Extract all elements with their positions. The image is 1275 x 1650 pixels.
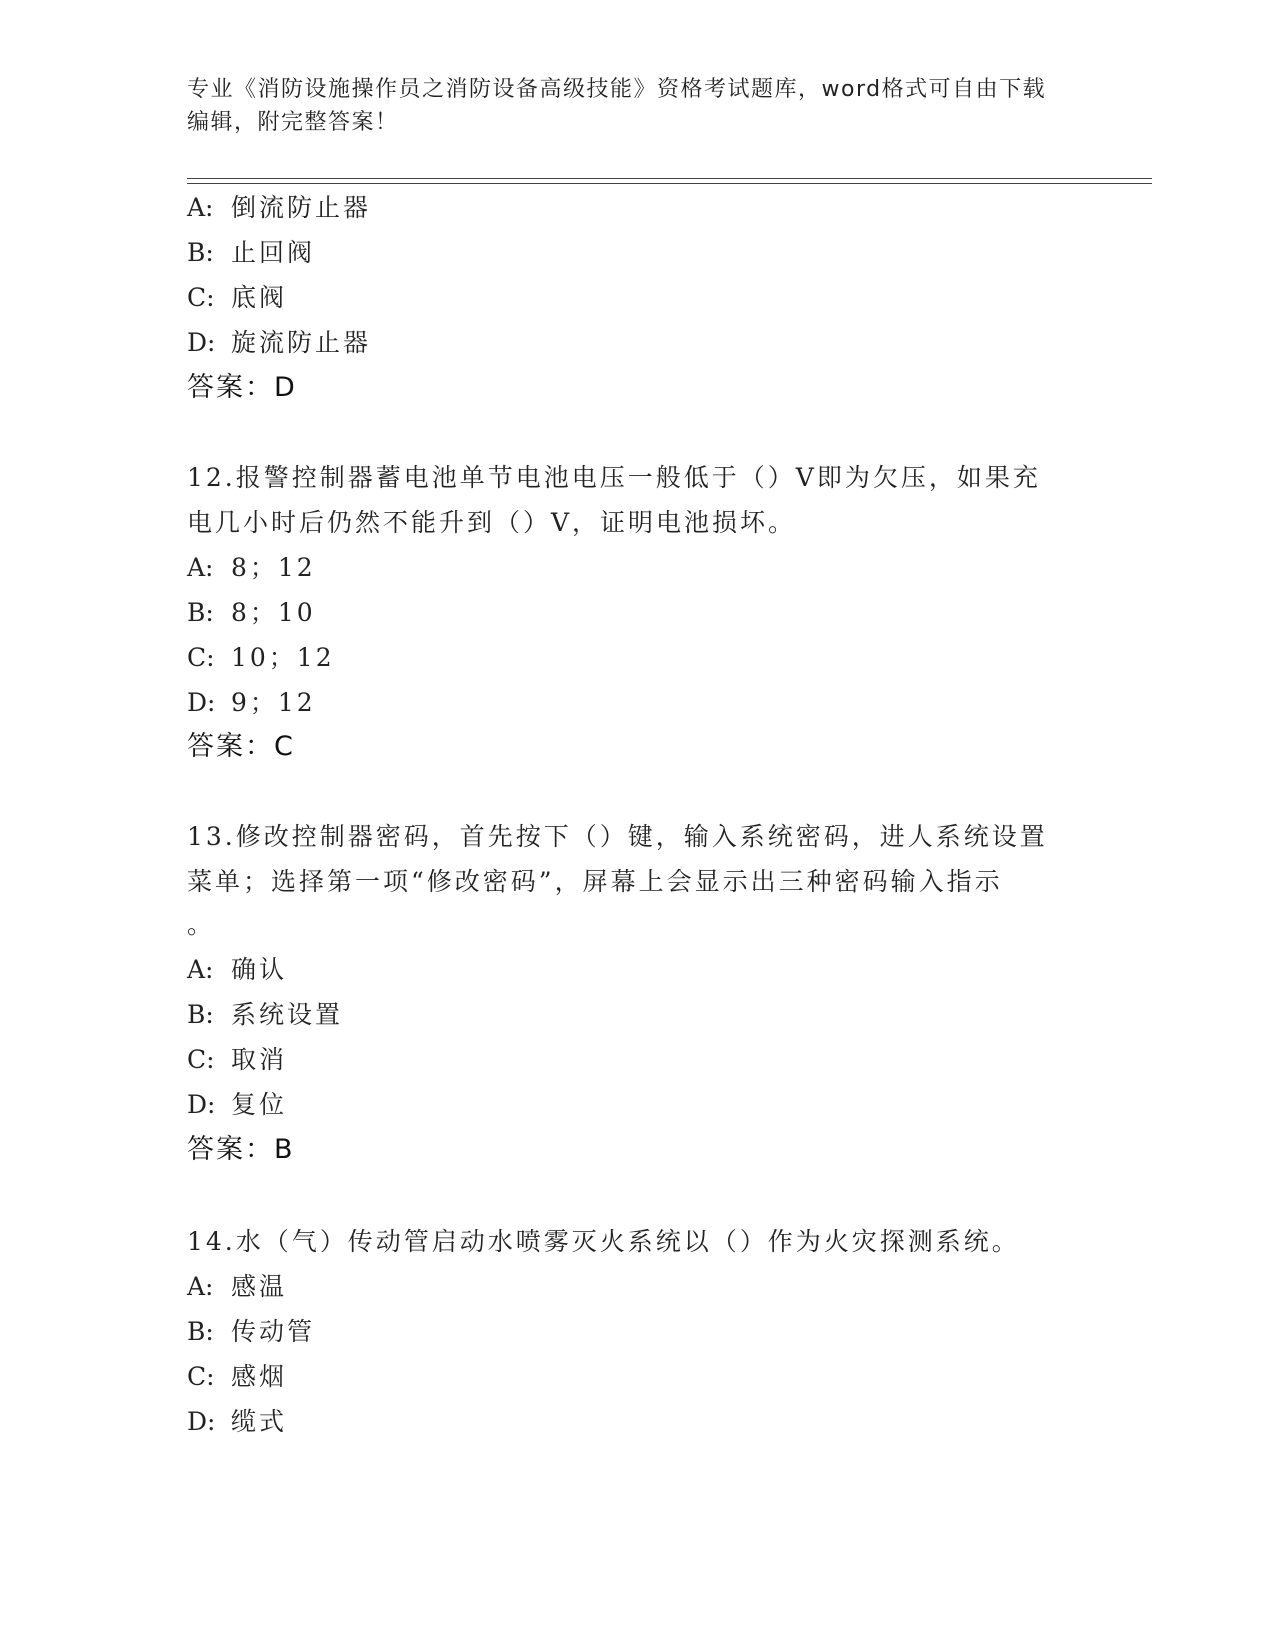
q13-stem-line3: 。 <box>187 910 216 939</box>
option-label: B: <box>187 1317 214 1346</box>
option-label: B: <box>187 1000 214 1029</box>
q14-option-d <box>187 1407 287 1437</box>
q13-option-b <box>187 1000 343 1030</box>
option-label: B: <box>187 238 214 267</box>
q14-option-a <box>187 1272 287 1302</box>
header-rule-bottom <box>187 183 1152 184</box>
q12-option-a <box>187 553 316 583</box>
option-label: A: <box>187 955 214 984</box>
q13-option-c <box>187 1045 287 1075</box>
option-text: 复位 <box>231 1090 288 1119</box>
q11-option-a <box>187 193 371 223</box>
q12-option-c <box>187 643 335 673</box>
option-text: 感烟 <box>231 1362 288 1391</box>
option-text: 8；12 <box>231 553 316 582</box>
option-label: A: <box>187 553 214 582</box>
q13-answer: 答案：B <box>187 1134 295 1165</box>
q13-option-d <box>187 1090 287 1120</box>
option-label: C: <box>187 643 215 672</box>
q11-option-b <box>187 238 315 268</box>
option-text: 缆式 <box>231 1407 288 1436</box>
option-label: A: <box>187 1272 214 1301</box>
option-label: C: <box>187 1045 215 1074</box>
option-label: A: <box>187 193 214 222</box>
option-label: D: <box>187 1407 216 1436</box>
option-text: 8；10 <box>231 598 316 627</box>
option-text: 传动管 <box>231 1317 316 1346</box>
option-text: 感温 <box>231 1272 288 1301</box>
q12-option-d <box>187 688 316 718</box>
q11-option-c <box>187 283 287 313</box>
option-label: D: <box>187 1090 216 1119</box>
option-text: 倒流防止器 <box>231 193 372 222</box>
q13-stem-line2: 菜单；选择第一项“修改密码”，屏幕上会显示出三种密码输入指示 <box>187 867 1003 896</box>
q12-option-b <box>187 598 316 628</box>
q11-option-d <box>187 328 371 358</box>
q13-stem-line1: 13.修改控制器密码，首先按下（）键，输入系统密码，进人系统设置 <box>187 822 1048 851</box>
q14-stem-line1: 14.水（气）传动管启动水喷雾灭火系统以（）作为火灾探测系统。 <box>187 1227 1020 1256</box>
option-text: 底阀 <box>231 283 288 312</box>
option-text: 旋流防止器 <box>231 328 372 357</box>
q12-stem-line2: 电几小时后仍然不能升到（）V，证明电池损坏。 <box>187 508 797 537</box>
option-text: 止回阀 <box>231 238 316 267</box>
q12-stem-line1: 12.报警控制器蓄电池单节电池电压一般低于（）V即为欠压，如果充 <box>187 463 1041 492</box>
header-rule-top <box>187 178 1152 179</box>
option-label: C: <box>187 283 215 312</box>
q12-answer: 答案：C <box>187 731 295 762</box>
q14-option-b <box>187 1317 315 1347</box>
option-text: 10；12 <box>231 643 335 672</box>
q11-answer: 答案：D <box>187 372 297 403</box>
option-label: D: <box>187 688 216 717</box>
q13-option-a <box>187 955 287 985</box>
option-text: 系统设置 <box>231 1000 344 1029</box>
option-text: 确认 <box>231 955 288 984</box>
option-label: D: <box>187 328 216 357</box>
option-text: 取消 <box>231 1045 288 1074</box>
option-label: C: <box>187 1362 215 1391</box>
q14-option-c <box>187 1362 287 1392</box>
option-text: 9；12 <box>231 688 316 717</box>
option-label: B: <box>187 598 214 627</box>
document-header: 专业《消防设施操作员之消防设备高级技能》资格考试题库，word格式可自由下载编辑，附完整答案！ <box>187 77 1047 135</box>
